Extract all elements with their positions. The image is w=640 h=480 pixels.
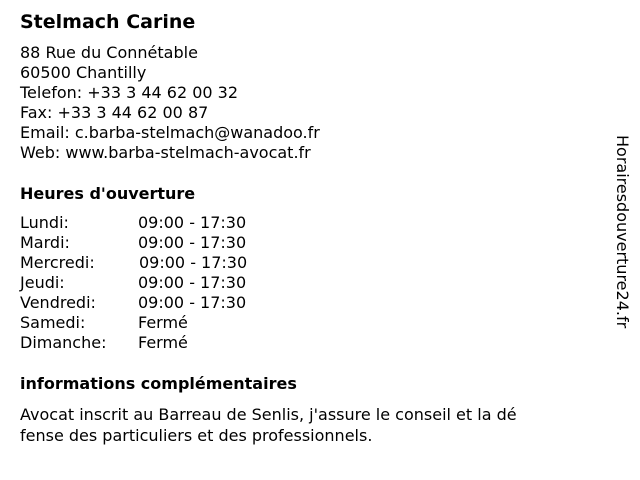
- email-line: Email: c.barba-stelmach@wanadoo.fr: [20, 123, 320, 142]
- day-label: Dimanche:: [20, 333, 107, 352]
- day-label: Samedi:: [20, 313, 86, 332]
- opening-hours-heading: Heures d'ouverture: [20, 184, 196, 203]
- fax-line: Fax: +33 3 44 62 00 87: [20, 103, 209, 122]
- phone-line: Telefon: +33 3 44 62 00 32: [20, 83, 239, 102]
- page-title: Stelmach Carine: [20, 11, 196, 33]
- time-value: 09:00 - 17:30: [138, 293, 247, 312]
- description-line: Avocat inscrit au Barreau de Senlis, j'assure le conseil et la dé: [20, 405, 517, 424]
- contact-block: [20, 43, 320, 163]
- day-label: Jeudi:: [20, 273, 65, 292]
- address-city: 60500 Chantilly: [20, 63, 147, 82]
- time-value: Fermé: [138, 313, 188, 332]
- day-label: Mercredi:: [20, 253, 95, 272]
- time-value: 09:00 - 17:30: [139, 253, 248, 272]
- address-street: 88 Rue du Connétable: [20, 43, 198, 62]
- description-line: fense des particuliers et des professionnels.: [20, 426, 373, 445]
- site-watermark: Horairesdouverture24.fr: [613, 135, 632, 329]
- day-label: Mardi:: [20, 233, 70, 252]
- time-value: 09:00 - 17:30: [138, 273, 247, 292]
- day-label: Vendredi:: [20, 293, 96, 312]
- time-value: 09:00 - 17:30: [138, 233, 247, 252]
- web-line: Web: www.barba-stelmach-avocat.fr: [20, 143, 311, 162]
- time-value: 09:00 - 17:30: [138, 213, 247, 232]
- day-label: Lundi:: [20, 213, 69, 232]
- time-value: Fermé: [138, 333, 188, 352]
- additional-info-heading: informations complémentaires: [20, 374, 297, 393]
- additional-info-text: [20, 404, 580, 446]
